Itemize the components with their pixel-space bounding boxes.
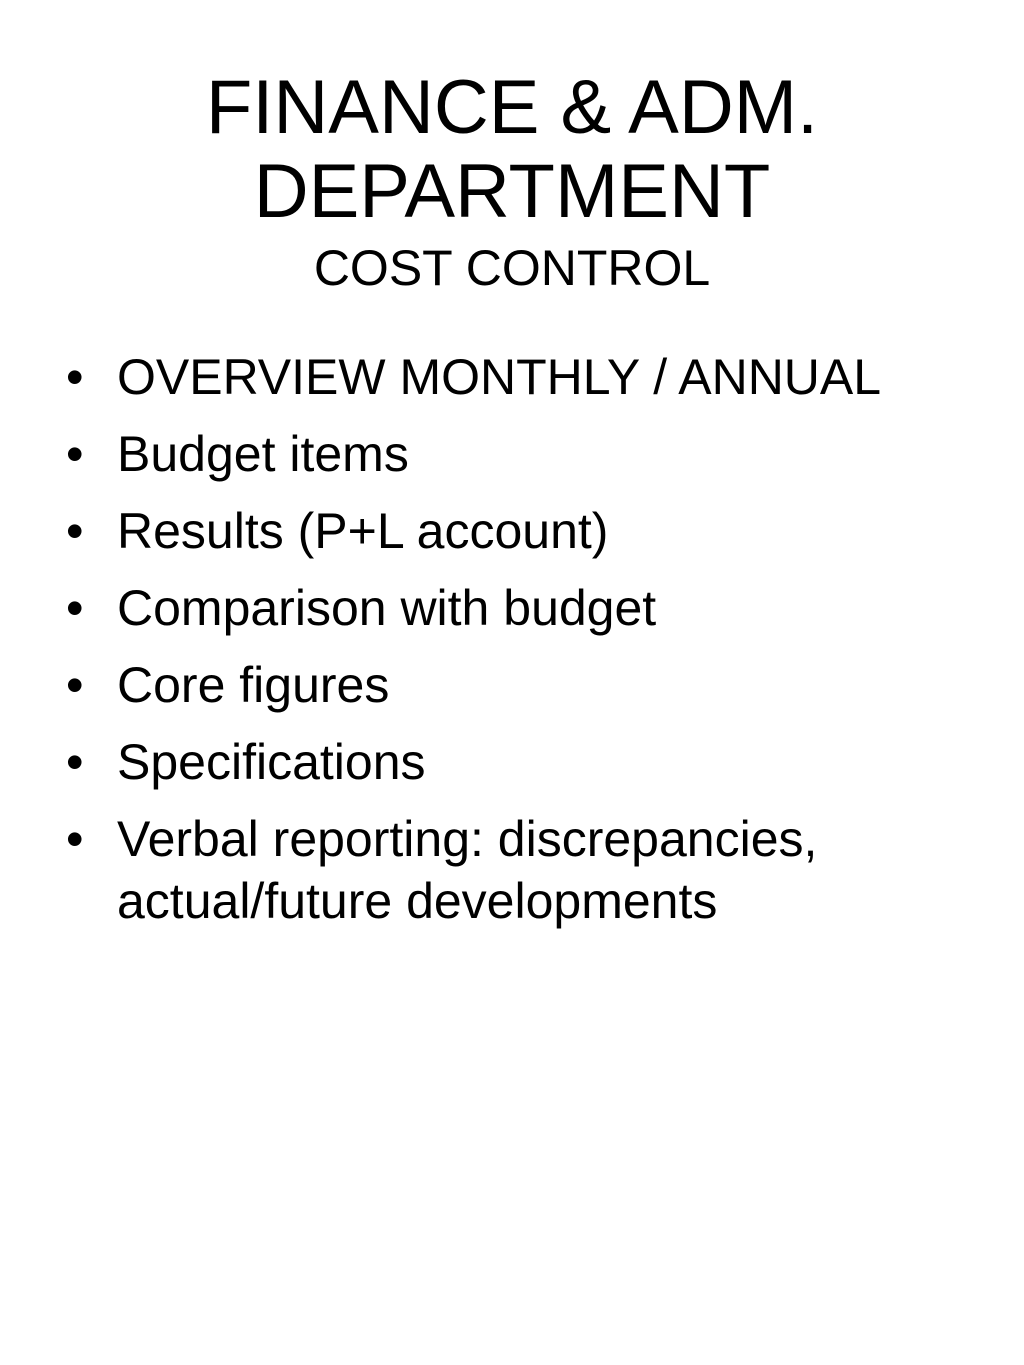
bullet-icon: • — [66, 734, 84, 790]
bullet-item-verbal-reporting — [0, 808, 1024, 932]
title-line-1: FINANCE & ADM. — [205, 65, 819, 150]
bullet-icon: • — [66, 657, 84, 713]
bullet-item-overview — [0, 346, 1024, 408]
bullet-icon: • — [66, 811, 84, 867]
bullet-item-results — [0, 500, 1024, 562]
bullet-text: OVERVIEW MONTHLY / ANNUAL — [117, 349, 882, 405]
bullet-icon: • — [66, 503, 84, 559]
bullet-text: Specifications — [117, 734, 426, 790]
bullet-text: Results (P+L account) — [117, 503, 609, 559]
bullet-icon: • — [66, 349, 84, 405]
bullet-icon: • — [66, 580, 84, 636]
bullet-icon: • — [66, 426, 84, 482]
bullet-text: Budget items — [117, 426, 409, 482]
bullet-text: Comparison with budget — [117, 580, 657, 636]
bullet-item-specifications — [0, 731, 1024, 793]
bullet-item-budget-items — [0, 423, 1024, 485]
slide-title — [0, 66, 1024, 300]
title-line-2: DEPARTMENT — [253, 149, 771, 234]
bullet-item-comparison — [0, 577, 1024, 639]
bullet-text-line-1: Verbal reporting: discrepancies, — [117, 811, 818, 867]
bullet-list — [0, 346, 1024, 947]
bullet-text: Core figures — [117, 657, 390, 713]
bullet-text-line-2: actual/future developments — [117, 873, 718, 929]
slide-subtitle: COST CONTROL — [313, 240, 711, 296]
bullet-item-core-figures — [0, 654, 1024, 716]
